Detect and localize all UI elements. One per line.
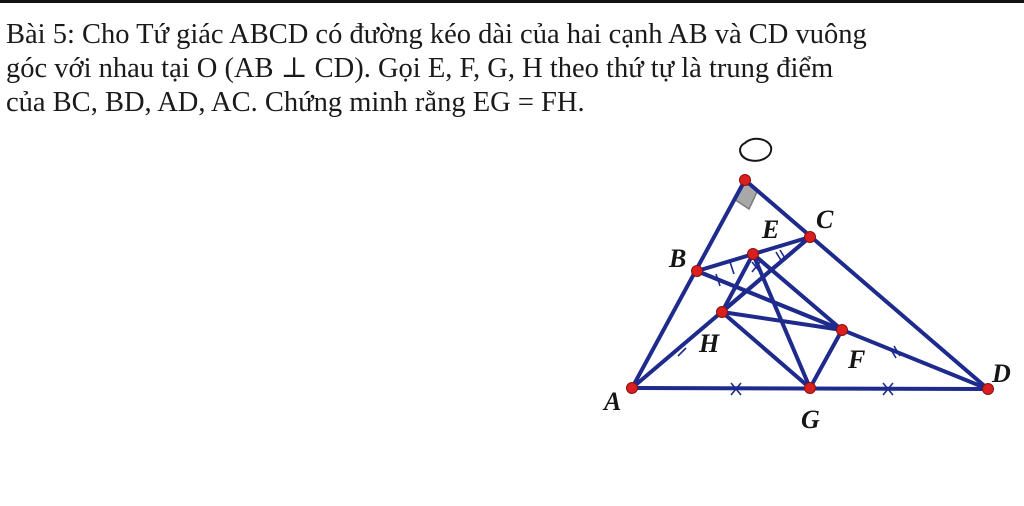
point-h [717,307,728,318]
segment-fg [810,330,842,388]
point-a [627,383,638,394]
point-g [805,383,816,394]
label-c: C [816,205,834,234]
label-d: D [992,359,1011,388]
problem-line-1: Bài 5: Cho Tứ giác ABCD có đường kéo dài của hai cạnh AB và CD vuông [6,19,867,50]
label-g: G [801,405,820,434]
label-b: B [669,244,687,273]
line-od [745,180,988,389]
point-o [740,175,751,186]
label-h: H [699,329,720,358]
problem-line-2: góc với nhau tại O (AB ⊥ CD). Gọi E, F, G, H theo thứ tự là trung điểm [6,53,834,84]
point-b [692,266,703,277]
label-a: A [604,387,622,416]
point-e [748,249,759,260]
problem-line-3: của BC, BD, AD, AC. Chứng minh rằng EG = FH. [6,87,585,118]
label-f: F [848,345,866,374]
point-c [805,232,816,243]
point-label-o [740,139,771,161]
label-e: E [762,215,780,244]
point-f [837,325,848,336]
